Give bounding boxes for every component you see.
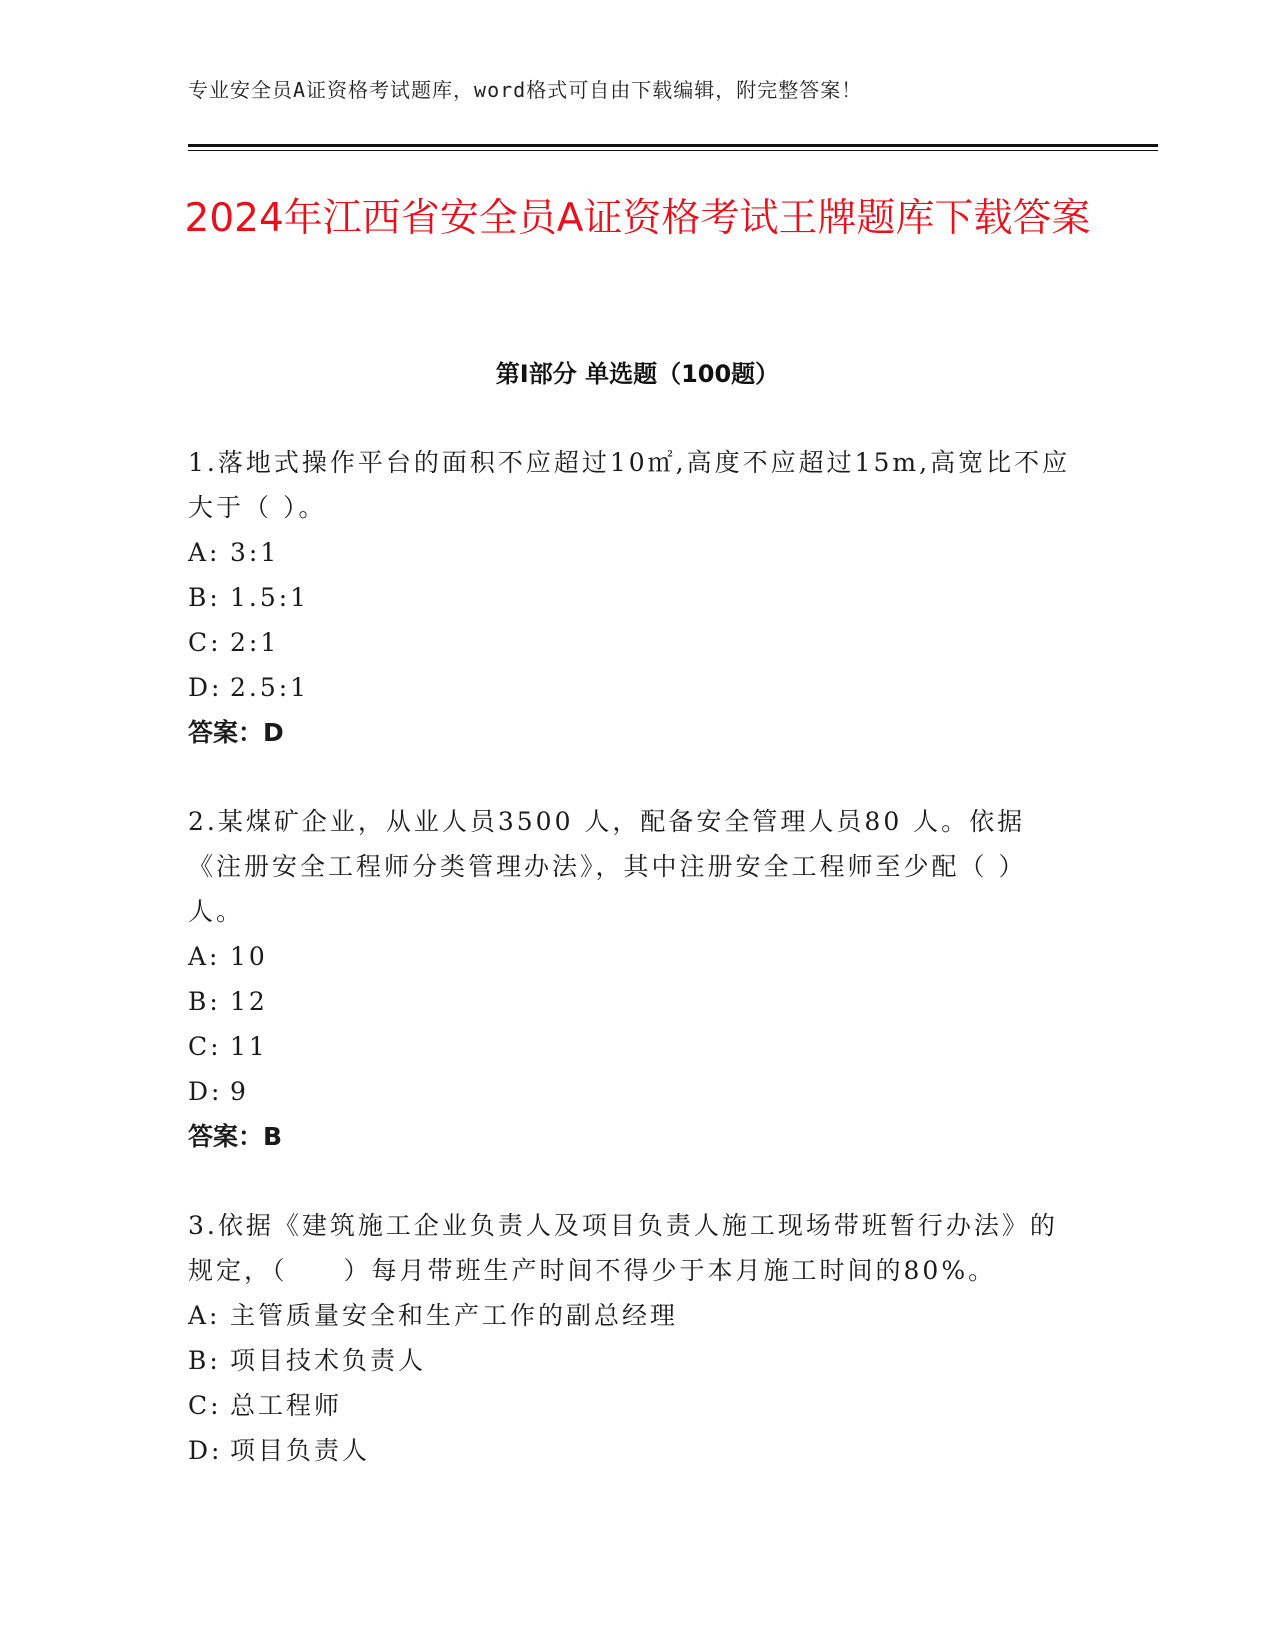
option-text: 10 — [230, 942, 268, 971]
option-key: C: — [188, 1391, 222, 1420]
option-text: 12 — [230, 987, 268, 1016]
question-stem: 1.落地式操作平台的面积不应超过10㎡,高度不应超过15m,高宽比不应大于（ ）。 — [188, 448, 1071, 522]
option-c — [188, 1383, 1073, 1428]
option-text: 总工程师 — [230, 1391, 343, 1420]
option-c — [188, 620, 1073, 665]
option-key: C: — [188, 628, 222, 657]
option-key: D: — [188, 673, 223, 702]
header-note: 专业安全员A证资格考试题库，word格式可自由下载编辑，附完整答案！ — [188, 78, 863, 102]
option-key: A: — [188, 538, 221, 567]
option-d — [188, 1069, 1073, 1114]
option-b — [188, 575, 1073, 620]
option-d — [188, 1428, 1073, 1473]
option-text: 1.5:1 — [230, 583, 310, 612]
option-a — [188, 1293, 1073, 1338]
question-1 — [188, 440, 1073, 755]
option-a — [188, 530, 1073, 575]
header-rule-thin — [188, 150, 1158, 151]
option-b — [188, 1338, 1073, 1383]
option-key: A: — [188, 942, 221, 971]
option-text: 主管质量安全和生产工作的副总经理 — [230, 1301, 679, 1330]
option-a — [188, 934, 1073, 979]
question-2 — [188, 799, 1073, 1159]
option-key: B: — [188, 1346, 221, 1375]
option-text: 11 — [230, 1032, 268, 1061]
section-title: 第Ⅰ部分 单选题（100题） — [495, 360, 780, 388]
option-text: 2.5:1 — [230, 673, 310, 702]
answer: 答案：B — [188, 1122, 283, 1151]
option-key: B: — [188, 583, 221, 612]
answer: 答案：D — [188, 718, 284, 747]
document-title: 2024年江西省安全员A证资格考试王牌题库下载答案 — [184, 196, 1091, 241]
question-stem: 3.依据《建筑施工企业负责人及项目负责人施工现场带班暂行办法》的规定，（ ）每月带班生产时间不得少于本月施工时间的80%。 — [188, 1211, 1058, 1285]
option-text: 项目负责人 — [230, 1436, 371, 1465]
option-b — [188, 979, 1073, 1024]
option-d — [188, 665, 1073, 710]
option-key: B: — [188, 987, 221, 1016]
option-text: 项目技术负责人 — [230, 1346, 427, 1375]
option-key: C: — [188, 1032, 222, 1061]
header-rule-thick — [188, 144, 1158, 147]
option-key: D: — [188, 1436, 223, 1465]
option-key: A: — [188, 1301, 221, 1330]
question-list — [188, 440, 1073, 1517]
option-text: 9 — [230, 1077, 249, 1106]
option-key: D: — [188, 1077, 223, 1106]
option-text: 3:1 — [230, 538, 280, 567]
option-c — [188, 1024, 1073, 1069]
question-3 — [188, 1203, 1073, 1473]
question-stem: 2.某煤矿企业，从业人员3500 人，配备安全管理人员80 人。依据《注册安全工程师分类管理办法》，其中注册安全工程师至少配（ ）人。 — [188, 807, 1027, 926]
option-text: 2:1 — [230, 628, 280, 657]
